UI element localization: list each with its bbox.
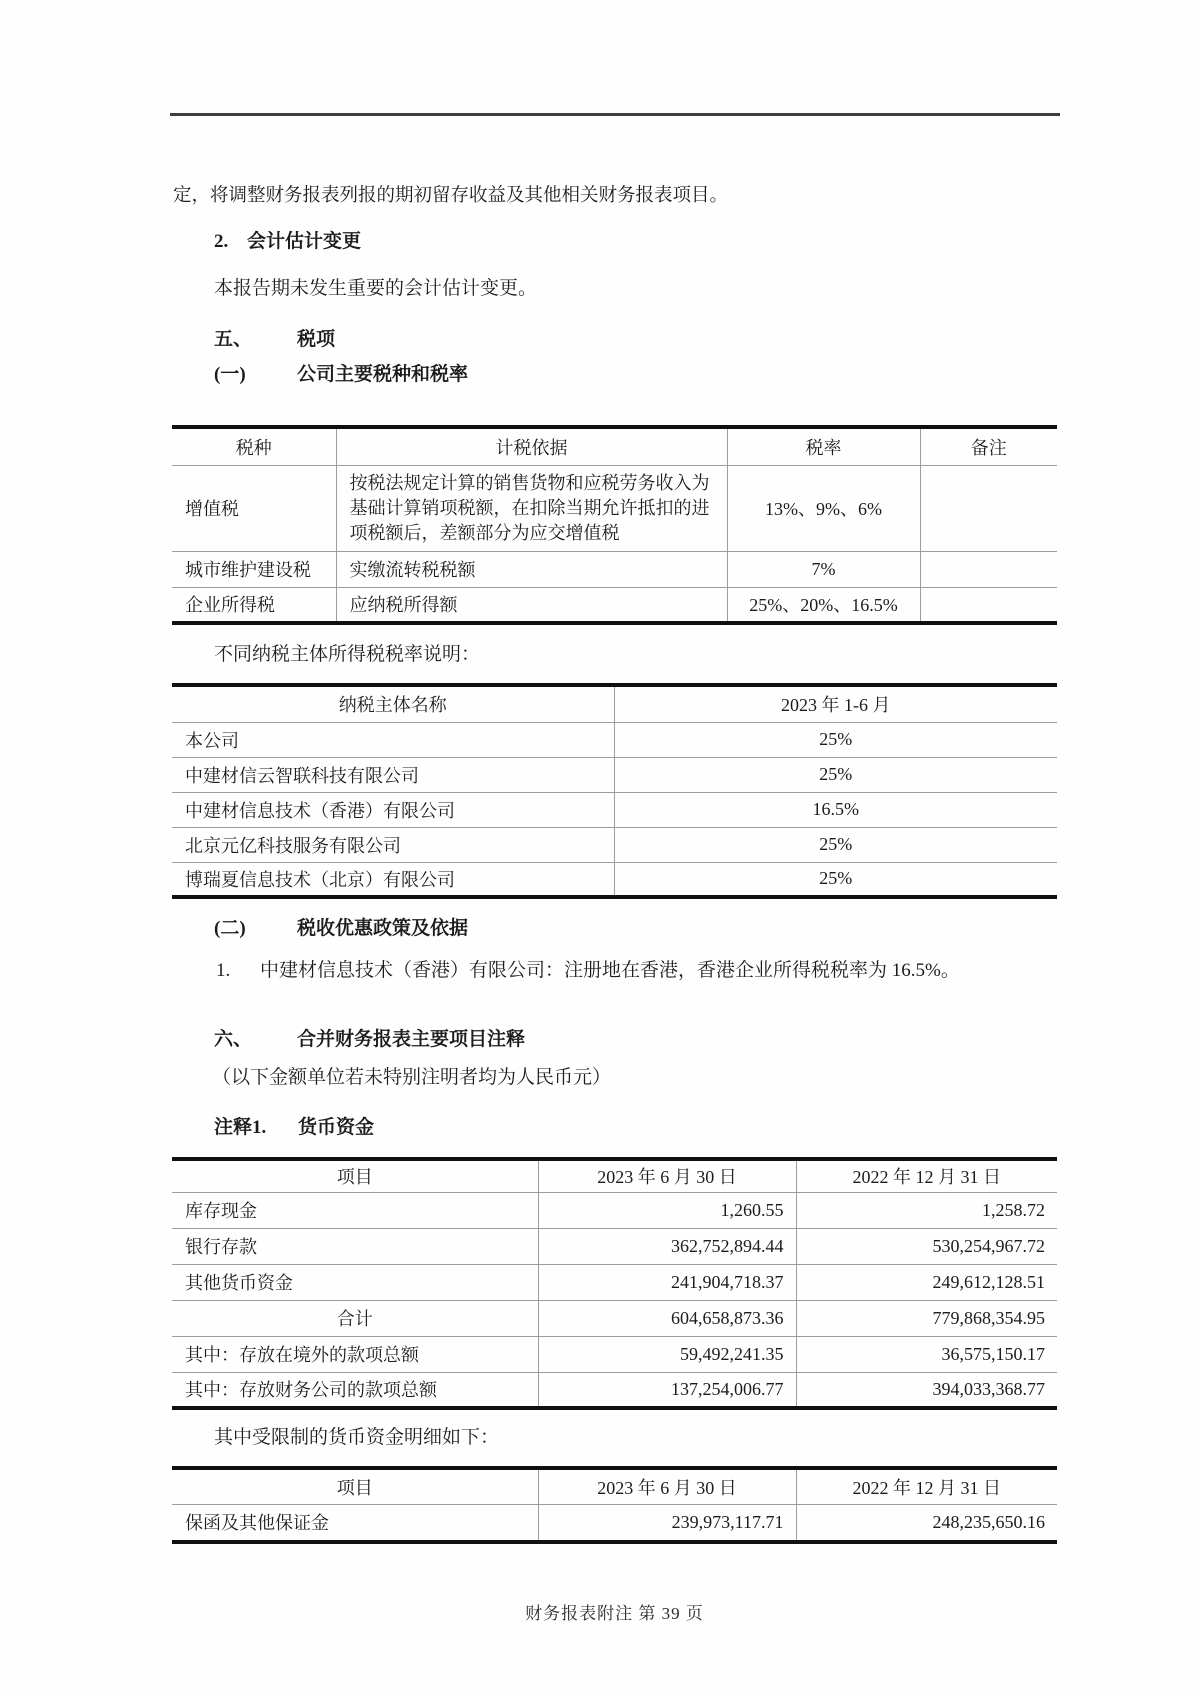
heading-consolidated-notes: [214, 1029, 1057, 1051]
tax-rate-note-text: 不同纳税主体所得税税率说明：: [214, 644, 481, 665]
cell-value-2023: 604,658,873.36: [538, 1300, 796, 1336]
cell-entity-rate: 25%: [614, 757, 1057, 792]
cell-value-2022: 394,033,368.77: [796, 1372, 1057, 1408]
heading-number: (一): [214, 364, 246, 385]
tax-policy-item: [216, 960, 1057, 982]
cell-item: 银行存款: [172, 1228, 538, 1264]
cell-value-2023: 1,260.55: [538, 1192, 796, 1228]
table-row: [172, 1504, 1057, 1542]
cell-entity-rate: 16.5%: [614, 792, 1057, 827]
column-header: 项目: [172, 1468, 538, 1504]
cell-remark: [920, 587, 1057, 623]
heading-number: 五、: [214, 329, 253, 350]
heading-tax-incentives: [214, 918, 1057, 940]
cell-entity-rate: 25%: [614, 862, 1057, 897]
cell-value-2023: 241,904,718.37: [538, 1264, 796, 1300]
table-row: [172, 792, 1057, 827]
column-header: 2023 年 6 月 30 日: [538, 1468, 796, 1504]
cell-value-2022: 530,254,967.72: [796, 1228, 1057, 1264]
list-item-text: 中建材信息技术（香港）有限公司：注册地在香港，香港企业所得税税率为 16.5%。: [260, 960, 960, 981]
currency-unit-note: （以下金额单位若未特别注明者均为人民币元）: [212, 1067, 612, 1088]
cell-tax-rate: 7%: [727, 551, 920, 587]
cell-value-2023: 239,973,117.71: [538, 1504, 796, 1542]
column-header: 税率: [727, 427, 920, 465]
cell-tax-kind: 城市维护建设税: [172, 551, 336, 587]
table-row: [172, 722, 1057, 757]
column-header: 计税依据: [336, 427, 727, 465]
table-header-row: [172, 427, 1057, 465]
table-row: [172, 1264, 1057, 1300]
heading-title: 公司主要税种和税率: [297, 364, 469, 385]
heading-tax-section: [214, 329, 1057, 351]
column-header: 2023 年 1-6 月: [614, 685, 1057, 722]
cell-value-2022: 36,575,150.17: [796, 1336, 1057, 1372]
heading-number: 注释1.: [214, 1117, 267, 1138]
cell-tax-rate: 13%、9%、6%: [727, 465, 920, 551]
cell-item: 库存现金: [172, 1192, 538, 1228]
table-header-row: [172, 1159, 1057, 1192]
column-header: 2022 年 12 月 31 日: [796, 1468, 1057, 1504]
cell-value-2022: 248,235,650.16: [796, 1504, 1057, 1542]
heading-main-taxes: [214, 364, 1057, 386]
cell-entity-name: 中建材信息技术（香港）有限公司: [172, 792, 614, 827]
cell-item: 其他货币资金: [172, 1264, 538, 1300]
cell-remark: [920, 465, 1057, 551]
cell-value-2022: 249,612,128.51: [796, 1264, 1057, 1300]
table-row: [172, 757, 1057, 792]
cell-item: 其中：存放财务公司的款项总额: [172, 1372, 538, 1408]
tax-rates-table: [172, 425, 1057, 625]
restricted-funds-table: [172, 1466, 1057, 1544]
heading-number: 六、: [214, 1029, 253, 1050]
column-header: 2023 年 6 月 30 日: [538, 1159, 796, 1192]
cell-value-2023: 59,492,241.35: [538, 1336, 796, 1372]
taxpayer-entities-table: [172, 683, 1057, 899]
cell-tax-basis: 应纳税所得额: [336, 587, 727, 623]
table-row: [172, 827, 1057, 862]
cell-item: 保函及其他保证金: [172, 1504, 538, 1542]
heading-accounting-estimate-change: [214, 231, 1057, 253]
cell-tax-rate: 25%、20%、16.5%: [727, 587, 920, 623]
restricted-funds-note-text: 其中受限制的货币资金明细如下：: [214, 1427, 500, 1448]
heading-title: 会计估计变更: [247, 231, 362, 252]
list-item-number: 1.: [216, 960, 231, 981]
cell-entity-name: 北京元亿科技服务有限公司: [172, 827, 614, 862]
heading-title: 税项: [297, 329, 336, 350]
heading-number: 2.: [214, 231, 229, 252]
cell-entity-name: 中建材信云智联科技有限公司: [172, 757, 614, 792]
table-row: [172, 1372, 1057, 1408]
table-row: [172, 1192, 1057, 1228]
heading-title: 货币资金: [298, 1117, 375, 1138]
table-row: [172, 1228, 1057, 1264]
page-content: [172, 0, 1057, 1624]
cell-entity-rate: 25%: [614, 827, 1057, 862]
column-header: 2022 年 12 月 31 日: [796, 1159, 1057, 1192]
cell-value-2023: 137,254,006.77: [538, 1372, 796, 1408]
cell-tax-basis: 按税法规定计算的销售货物和应税劳务收入为基础计算销项税额，在扣除当期允许抵扣的进项税额后，差额部分为应交增值税: [336, 465, 727, 551]
cell-value-2022: 779,868,354.95: [796, 1300, 1057, 1336]
cell-value-2022: 1,258.72: [796, 1192, 1057, 1228]
cell-value-2023: 362,752,894.44: [538, 1228, 796, 1264]
heading-title: 合并财务报表主要项目注释: [297, 1029, 526, 1050]
cell-tax-kind: 企业所得税: [172, 587, 336, 623]
cell-remark: [920, 551, 1057, 587]
heading-title: 税收优惠政策及依据: [297, 918, 469, 939]
table-header-row: [172, 685, 1057, 722]
table-row: [172, 465, 1057, 551]
cell-entity-rate: 25%: [614, 722, 1057, 757]
monetary-funds-table: [172, 1157, 1057, 1410]
table-header-row: [172, 1468, 1057, 1504]
page-footer: 财务报表附注 第 39 页: [525, 1604, 704, 1623]
cell-entity-name: 博瑞夏信息技术（北京）有限公司: [172, 862, 614, 897]
table-row: [172, 551, 1057, 587]
column-header: 备注: [920, 427, 1057, 465]
table-row: [172, 862, 1057, 897]
column-header: 纳税主体名称: [172, 685, 614, 722]
table-row: [172, 587, 1057, 623]
estimate-body-text: 本报告期未发生重要的会计估计变更。: [214, 278, 538, 299]
table-row-total: [172, 1300, 1057, 1336]
heading-note1-monetary-funds: [214, 1117, 1057, 1139]
cell-total-label: 合计: [172, 1300, 538, 1336]
cell-tax-kind: 增值税: [172, 465, 336, 551]
cell-item: 其中：存放在境外的款项总额: [172, 1336, 538, 1372]
heading-number: (二): [214, 918, 246, 939]
cell-entity-name: 本公司: [172, 722, 614, 757]
column-header: 税种: [172, 427, 336, 465]
column-header: 项目: [172, 1159, 538, 1192]
cell-tax-basis: 实缴流转税税额: [336, 551, 727, 587]
intro-paragraph: 定，将调整财务报表列报的期初留存收益及其他相关财务报表项目。: [173, 186, 729, 206]
table-row: [172, 1336, 1057, 1372]
